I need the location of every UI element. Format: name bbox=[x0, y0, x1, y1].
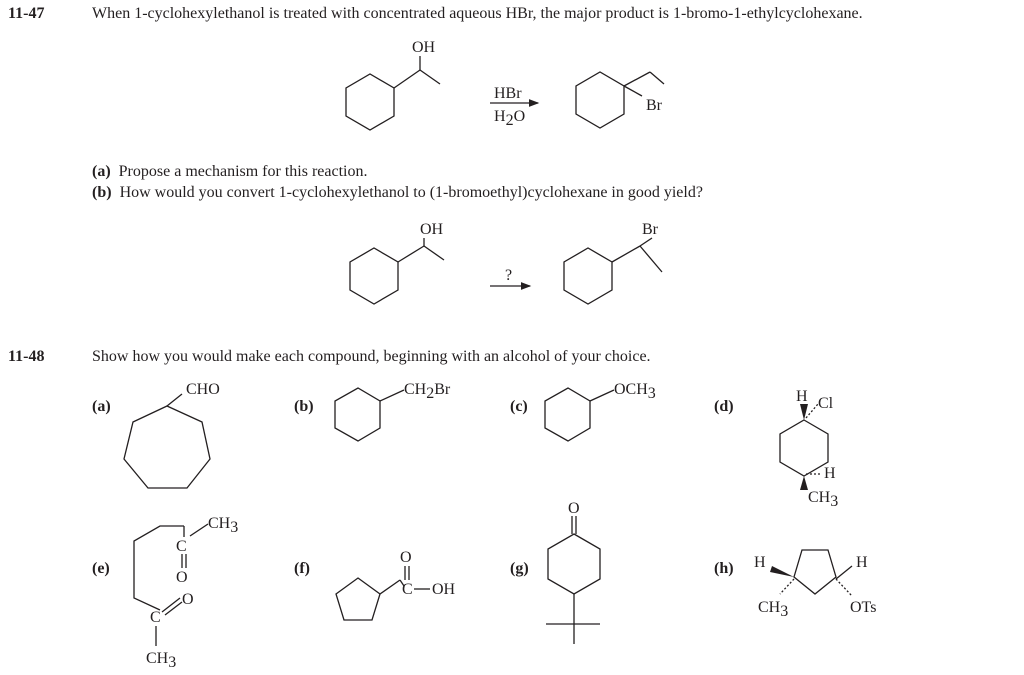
h-label: H bbox=[796, 388, 808, 405]
carbonyl-c: C bbox=[176, 538, 187, 555]
bond bbox=[590, 390, 614, 401]
reagent-top: HBr bbox=[494, 85, 522, 102]
problem-statement-11-48: Show how you would make each compound, beginning with an alcohol of your choice. bbox=[92, 348, 651, 365]
hash-bond bbox=[780, 579, 794, 594]
hydroxyl-label: OH bbox=[420, 221, 444, 238]
wedge-bond bbox=[800, 476, 808, 490]
reaction-arrow-2 bbox=[490, 267, 530, 286]
cyclohexane-ring bbox=[576, 72, 624, 128]
label-a: (a) bbox=[92, 398, 111, 415]
bond bbox=[394, 70, 420, 88]
methyl-label: CH3 bbox=[758, 599, 789, 620]
cycloheptane-ring bbox=[124, 406, 210, 488]
cyclohexane-ring bbox=[350, 248, 398, 304]
cyclohexane-ring bbox=[545, 388, 590, 441]
bromomethyl-label: CH2Br bbox=[404, 381, 451, 402]
aldehyde-label: CHO bbox=[186, 381, 220, 398]
problem-statement-11-47: When 1-cyclohexylethanol is treated with concentrated aqueous HBr, the major product is 1-bromo-1-ethylcyclohexane. bbox=[92, 5, 863, 22]
wedge-bond bbox=[770, 566, 794, 577]
part-b-label: (b) bbox=[92, 184, 112, 201]
compound-d bbox=[780, 388, 838, 510]
bromo-label: Br bbox=[642, 221, 658, 238]
cyclohexane-ring bbox=[564, 248, 612, 304]
bromo-label: Br bbox=[646, 97, 662, 114]
methoxy-label: OCH3 bbox=[614, 381, 656, 402]
part-b-text: How would you convert 1-cyclohexylethanol to (1-bromoethyl)cyclohexane in good yield? bbox=[119, 184, 703, 201]
question-mark: ? bbox=[505, 267, 513, 284]
methyl-label: CH3 bbox=[208, 515, 239, 536]
bond bbox=[624, 72, 650, 86]
compound-g bbox=[546, 500, 600, 644]
reactant-cyclohexylethanol bbox=[346, 39, 440, 130]
label-c: (c) bbox=[510, 398, 528, 415]
cyclohexane-ring bbox=[548, 534, 600, 594]
reaction-arrow-1 bbox=[490, 85, 538, 129]
cyclopentane-ring bbox=[794, 550, 836, 594]
carbonyl-c-2: C bbox=[150, 609, 161, 626]
label-g: (g) bbox=[510, 560, 529, 577]
carbonyl-o: O bbox=[568, 500, 580, 517]
hash-bond bbox=[806, 404, 818, 418]
label-e: (e) bbox=[92, 560, 110, 577]
hydroxyl-label: OH bbox=[412, 39, 436, 56]
compound-b bbox=[335, 381, 451, 441]
bond bbox=[650, 72, 664, 84]
compound-f bbox=[336, 549, 456, 620]
reagent-bottom: H2O bbox=[494, 108, 526, 129]
cyclohexane-ring bbox=[780, 420, 828, 476]
bond bbox=[836, 566, 852, 579]
chloro-label: Cl bbox=[818, 395, 834, 412]
partb-reactant bbox=[350, 221, 444, 304]
carboxyl-c: C bbox=[402, 581, 413, 598]
bond bbox=[612, 246, 640, 262]
part-a-text: Propose a mechanism for this reaction. bbox=[118, 163, 368, 180]
hash-bond bbox=[836, 579, 852, 596]
compound-a bbox=[124, 381, 220, 488]
label-b: (b) bbox=[294, 398, 314, 415]
bond bbox=[420, 70, 440, 84]
cyclohexane-ring bbox=[346, 74, 394, 130]
h-label-2: H bbox=[824, 465, 836, 482]
label-d: (d) bbox=[714, 398, 734, 415]
tosylate-label: OTs bbox=[850, 599, 877, 616]
carbonyl-o: O bbox=[176, 569, 188, 586]
h-label-2: H bbox=[856, 554, 868, 571]
bond bbox=[424, 246, 444, 260]
product-bromoethylcyclohexane bbox=[576, 72, 664, 128]
problem-number-11-48: 11-48 bbox=[8, 348, 45, 365]
compound-e bbox=[134, 515, 238, 671]
bond bbox=[380, 580, 400, 594]
partb-product bbox=[564, 221, 662, 304]
methyl-label: CH3 bbox=[808, 489, 839, 510]
bond bbox=[190, 524, 208, 536]
methyl-label-2: CH3 bbox=[146, 650, 177, 671]
cyclopentane-ring bbox=[336, 578, 380, 620]
bond bbox=[640, 246, 662, 272]
carbonyl-o: O bbox=[400, 549, 412, 566]
hydroxyl-label: OH bbox=[432, 581, 456, 598]
h-label: H bbox=[754, 554, 766, 571]
problem-number-11-47: 11-47 bbox=[8, 5, 45, 22]
bond bbox=[640, 238, 652, 246]
cyclohexane-ring bbox=[335, 388, 380, 441]
label-h: (h) bbox=[714, 560, 734, 577]
compound-h bbox=[754, 550, 876, 620]
bond bbox=[624, 86, 642, 96]
part-a-label: (a) bbox=[92, 163, 111, 180]
bond bbox=[398, 246, 424, 262]
label-f: (f) bbox=[294, 560, 310, 577]
carbonyl-o-2: O bbox=[182, 591, 194, 608]
compound-c bbox=[545, 381, 656, 441]
bond bbox=[167, 394, 182, 406]
bond bbox=[380, 390, 404, 401]
